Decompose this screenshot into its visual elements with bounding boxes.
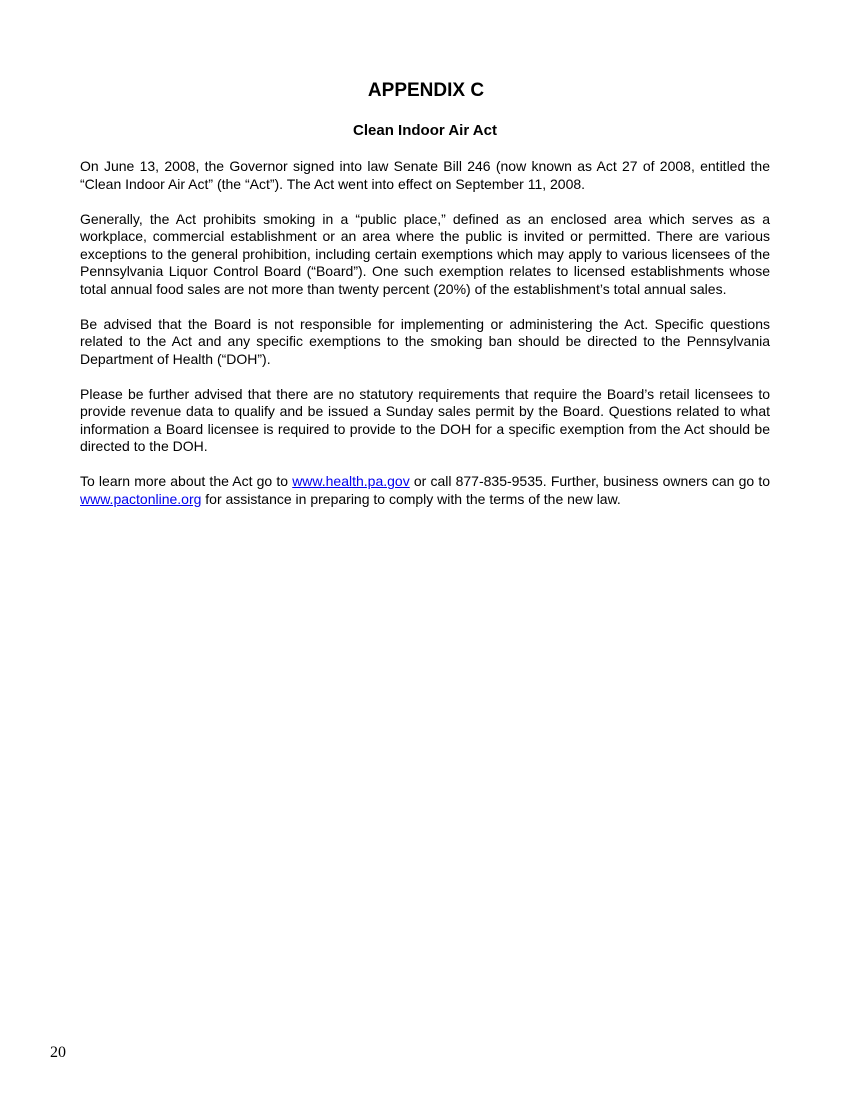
- health-pa-gov-link[interactable]: www.health.pa.gov: [292, 473, 410, 489]
- page-number: 20: [50, 1044, 66, 1061]
- section-title: Clean Indoor Air Act: [353, 122, 497, 139]
- paragraph-learn-more: [80, 473, 770, 508]
- paragraph-act-prohibitions: Generally, the Act prohibits smoking in a “public place,” defined as an enclosed area which serves as a workplace, commercial establishment or an area where the public is invited or permitted. There are various exceptions to the general prohibition, including certain exemptions which may apply to various licensees of the Pennsylvania Liquor Control Board (“Board”). One such exemption relates to licensed establishments whose total annual food sales are not more than twenty percent (20%) of the establishment’s total annual sales.: [80, 210, 770, 297]
- paragraph-board-responsibility: Be advised that the Board is not responsible for implementing or administering the Act. Specific questions related to the Act and any specific exemptions to the smoking ban should be directed to the Pennsylvania Department of Health (“DOH”).: [80, 315, 770, 367]
- paragraph-act-signed: On June 13, 2008, the Governor signed into law Senate Bill 246 (now known as Act 27 of 2008, entitled the “Clean Indoor Air Act” (the “Act”). The Act went into effect on September 11, 2008.: [80, 158, 770, 192]
- pactonline-link[interactable]: www.pactonline.org: [80, 490, 202, 507]
- learn-more-text-2: or call 877-835-9535. Further, business owners can go to: [409, 473, 771, 489]
- appendix-title: APPENDIX C: [367, 80, 485, 101]
- learn-more-text-3: for assistance in preparing to comply with the terms of the new law.: [201, 490, 621, 507]
- document-body: [80, 158, 770, 526]
- learn-more-text-1: To learn more about the Act go to: [80, 473, 293, 489]
- paragraph-revenue-requirements: Please be further advised that there are no statutory requirements that require the Board’s retail licensees to provide revenue data to qualify and be issued a Sunday sales permit by the Board. Questions related to what information a Board licensee is required to provide to the DOH for a specific exemption from the Act should be directed to the DOH.: [80, 385, 770, 454]
